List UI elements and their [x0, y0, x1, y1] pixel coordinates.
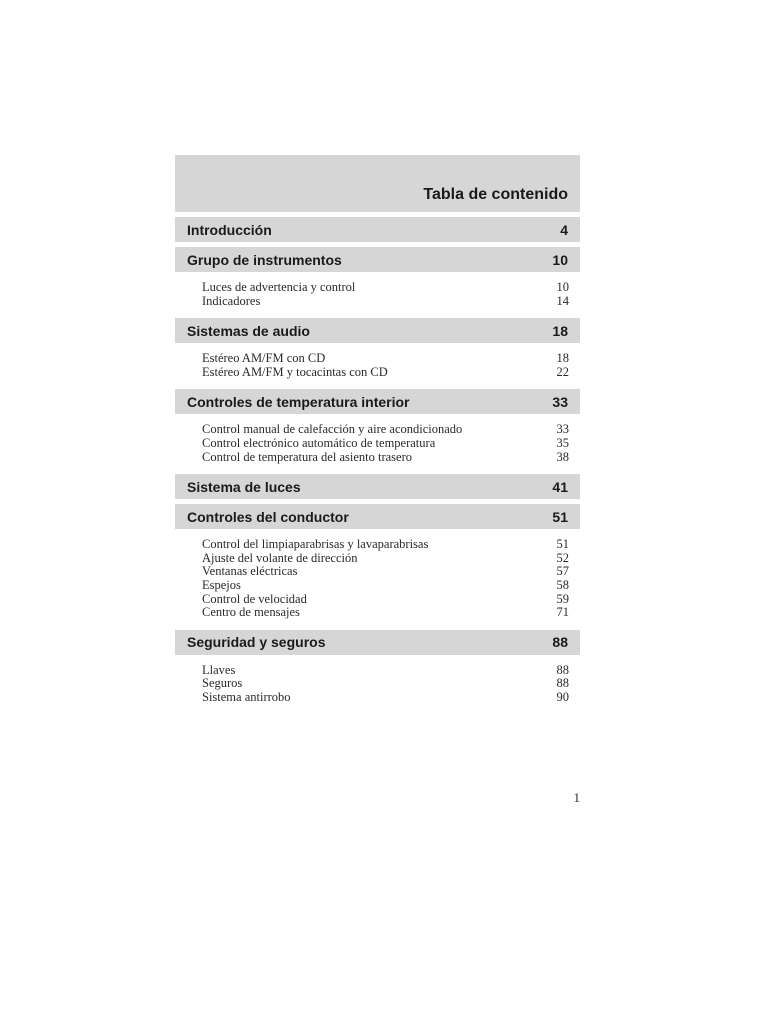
subsection-entry[interactable]: [175, 593, 580, 607]
subsection-title: Llaves: [202, 662, 236, 677]
section-title: Introducción: [187, 221, 272, 238]
title-bar: [175, 155, 580, 212]
subsection-entry[interactable]: [175, 565, 580, 579]
toc-section: [175, 474, 580, 499]
section-page: 4: [560, 221, 568, 238]
subsection-title: Control electrónico automático de temperatura: [202, 435, 436, 450]
subsection-title: Ajuste del volante de dirección: [202, 550, 358, 565]
subsection-page: 33: [556, 422, 569, 437]
subsection-title: Control manual de calefacción y aire acondicionado: [202, 422, 463, 437]
subsection-title: Control de temperatura del asiento trasero: [202, 449, 412, 464]
toc-section: [175, 247, 580, 313]
subsection-entry[interactable]: [175, 691, 580, 705]
section-page: 41: [552, 478, 568, 495]
subsection-entry[interactable]: [175, 281, 580, 295]
subsection-list: [175, 655, 580, 710]
section-page: 88: [552, 634, 568, 651]
subsection-list: [175, 414, 580, 469]
section-page: 10: [552, 251, 568, 268]
subsection-page: 35: [556, 435, 569, 450]
subsection-title: Luces de advertencia y control: [202, 280, 356, 294]
section-page: 51: [552, 508, 568, 525]
toc-section: [175, 630, 580, 710]
subsection-title: Control del limpiaparabrisas y lavaparabrisas: [202, 537, 429, 552]
subsection-entry[interactable]: [175, 579, 580, 593]
section-title: Grupo de instrumentos: [187, 251, 342, 268]
subsection-entry[interactable]: [175, 606, 580, 620]
page-number: 1: [573, 790, 580, 805]
toc-sections: [175, 217, 580, 710]
subsection-page: 14: [556, 293, 569, 308]
toc-section: [175, 389, 580, 469]
subsection-page: 51: [556, 537, 569, 552]
subsection-list: [175, 343, 580, 384]
subsection-entry[interactable]: [175, 451, 580, 465]
subsection-title: Control de velocidad: [202, 591, 307, 606]
section-header[interactable]: [175, 318, 580, 343]
section-title: Seguridad y seguros: [187, 634, 326, 651]
subsection-page: 90: [556, 689, 569, 704]
section-page: 18: [552, 322, 568, 339]
section-header[interactable]: [175, 247, 580, 272]
subsection-title: Ventanas eléctricas: [202, 564, 298, 579]
subsection-page: 10: [556, 280, 569, 294]
subsection-entry[interactable]: [175, 538, 580, 552]
section-header[interactable]: [175, 217, 580, 242]
section-header[interactable]: [175, 630, 580, 655]
subsection-entry[interactable]: [175, 423, 580, 437]
subsection-title: Espejos: [202, 577, 241, 592]
subsection-title: Centro de mensajes: [202, 605, 300, 620]
section-header[interactable]: [175, 504, 580, 529]
subsection-title: Estéreo AM/FM con CD: [202, 351, 326, 366]
section-title: Sistemas de audio: [187, 322, 310, 339]
subsection-entry[interactable]: [175, 295, 580, 309]
section-title: Controles del conductor: [187, 508, 349, 525]
subsection-page: 71: [556, 605, 569, 620]
section-title: Sistema de luces: [187, 478, 301, 495]
subsection-entry[interactable]: [175, 366, 580, 380]
section-header[interactable]: [175, 474, 580, 499]
toc-section: [175, 217, 580, 242]
subsection-page: 59: [556, 591, 569, 606]
subsection-title: Indicadores: [202, 293, 261, 308]
subsection-entry[interactable]: [175, 552, 580, 566]
toc-section: [175, 318, 580, 384]
subsection-page: 18: [556, 351, 569, 366]
subsection-entry[interactable]: [175, 664, 580, 678]
section-header[interactable]: [175, 389, 580, 414]
subsection-entry[interactable]: [175, 677, 580, 691]
subsection-title: Estéreo AM/FM y tocacintas con CD: [202, 364, 388, 379]
subsection-entry[interactable]: [175, 352, 580, 366]
subsection-page: 38: [556, 449, 569, 464]
subsection-list: [175, 272, 580, 313]
toc-section: [175, 504, 580, 625]
subsection-entry[interactable]: [175, 437, 580, 451]
subsection-page: 58: [556, 577, 569, 592]
section-page: 33: [552, 393, 568, 410]
subsection-title: Seguros: [202, 676, 243, 691]
subsection-page: 52: [556, 550, 569, 565]
page-title: Tabla de contenido: [423, 186, 568, 203]
subsection-list: [175, 529, 580, 625]
table-of-contents: [175, 155, 580, 710]
section-title: Controles de temperatura interior: [187, 393, 410, 410]
subsection-page: 88: [556, 676, 569, 691]
subsection-page: 88: [556, 662, 569, 677]
subsection-page: 57: [556, 564, 569, 579]
subsection-page: 22: [556, 364, 569, 379]
subsection-title: Sistema antirrobo: [202, 689, 291, 704]
